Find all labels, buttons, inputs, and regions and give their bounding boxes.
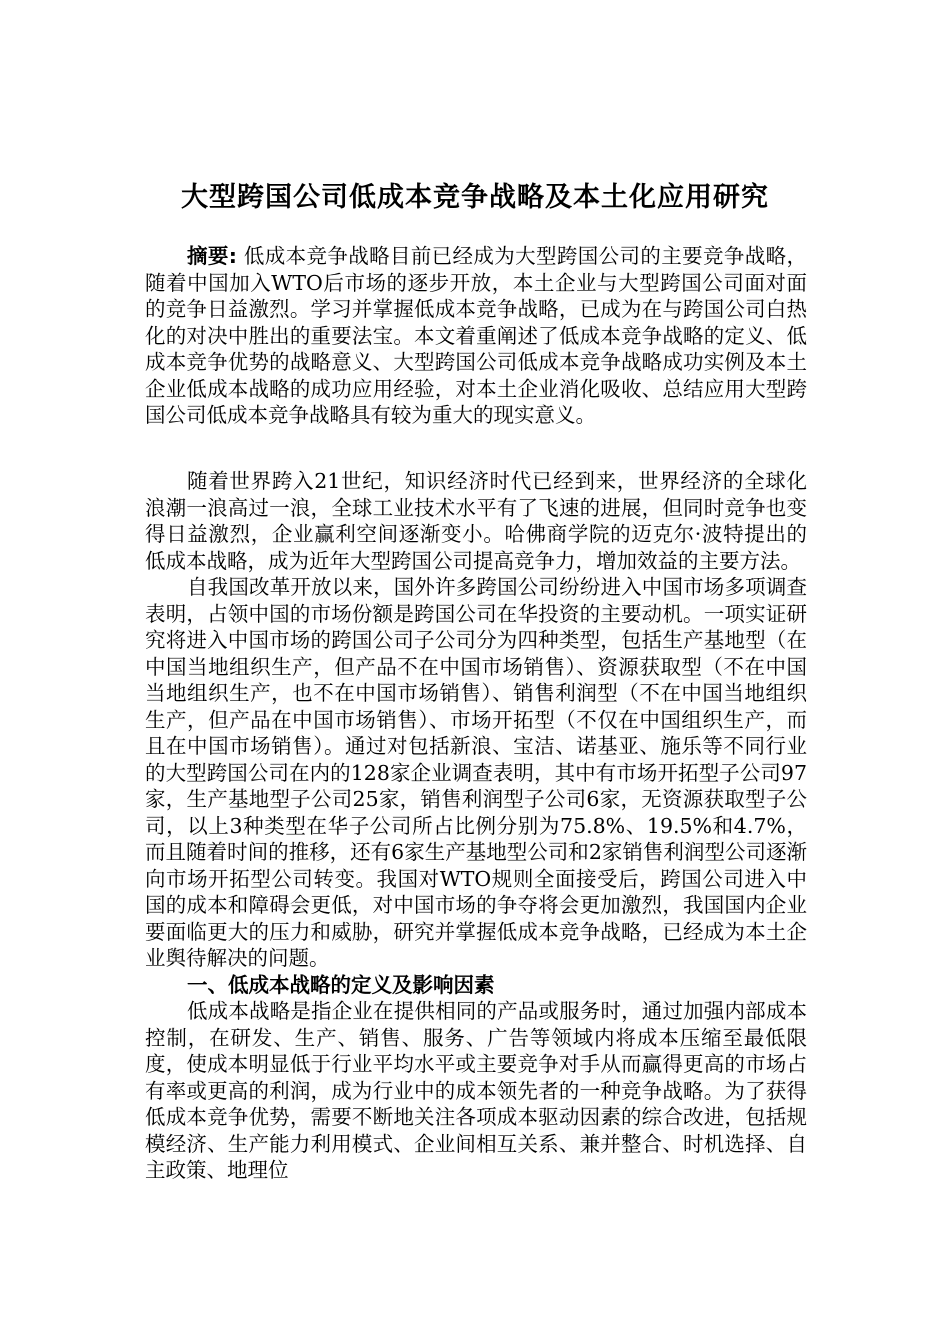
body-paragraph-1: 随着世界跨入21世纪，知识经济时代已经到来，世界经济的全球化浪潮一浪高过一浪，全球工业技术水平有了飞速的进展，但同时竞争也变得日益激烈，企业赢利空间逐渐变小。哈佛商学院的迈克尔·波特提出的低成本战略，成为近年大型跨国公司提高竞争力，增加效益的主要方法。 bbox=[145, 469, 807, 573]
abstract-text: 低成本竞争战略目前已经成为大型跨国公司的主要竞争战略，随着中国加入WTO后市场的逐步开放，本土企业与大型跨国公司面对面的竞争日益激烈。学习并掌握低成本竞争战略，已成为在与跨国公司白热化的对决中胜出的重要法宝。本文着重阐述了低成本竞争战略的定义、低成本竞争优势的战略意义、大型跨国公司低成本竞争战略成功实例及本土企业低成本战略的成功应用经验，对本土企业消化吸收、总结应用大型跨国公司低成本竞争战略具有较为重大的现实意义。 bbox=[145, 244, 807, 427]
abstract-paragraph bbox=[145, 243, 807, 429]
document-title: 大型跨国公司低成本竞争战略及本土化应用研究 bbox=[181, 182, 769, 213]
abstract bbox=[145, 243, 807, 429]
body-text bbox=[145, 468, 807, 1184]
abstract-label: 摘要: bbox=[187, 244, 237, 268]
section-heading-1: 一、低成本战略的定义及影响因素 bbox=[187, 972, 495, 997]
section-1-paragraph: 低成本战略是指企业在提供相同的产品或服务时，通过加强内部成本控制，在研发、生产、销售、服务、广告等领域内将成本压缩至最低限度，使成本明显低于行业平均水平或主要竞争对手从而赢得更高的市场占有率或更高的利润，成为行业中的成本领先者的一种竞争战略。为了获得低成本竞争优势，需要不断地关注各项成本驱动因素的综合改进，包括规模经济、生产能力利用模式、企业间相互关系、兼并整合、时机选择、自主政策、地理位 bbox=[145, 999, 807, 1182]
body-paragraph-2: 自我国改革开放以来，国外许多跨国公司纷纷进入中国市场多项调查表明，占领中国的市场份额是跨国公司在华投资的主要动机。一项实证研究将进入中国市场的跨国公司子公司分为四种类型，包括生产基地型（在中国当地组织生产，但产品不在中国市场销售）、资源获取型（不在中国当地组织生产，也不在中国市场销售）、销售利润型（不在中国当地组织生产，但产品在中国市场销售）、市场开拓型（不仅在中国组织生产，而且在中国市场销售）。通过对包括新浪、宝洁、诺基亚、施乐等不同行业的大型跨国公司在内的128家企业调查表明，其中有市场开拓型子公司97家，生产基地型子公司25家，销售利润型子公司6家，无资源获取型子公司，以上3种类型在华子公司所占比例分别为75.8%、19.5%和4.7%，而且随着时间的推移，还有6家生产基地型公司和2家销售利润型公司逐渐向市场开拓型公司转变。我国对WTO规则全面接受后，跨国公司进入中国的成本和障碍会更低，对中国市场的争夺将会更加激烈，我国国内企业要面临更大的压力和威胁，研究并掌握低成本竞争战略，已经成为本土企业舆待解决的问题。 bbox=[145, 575, 807, 970]
